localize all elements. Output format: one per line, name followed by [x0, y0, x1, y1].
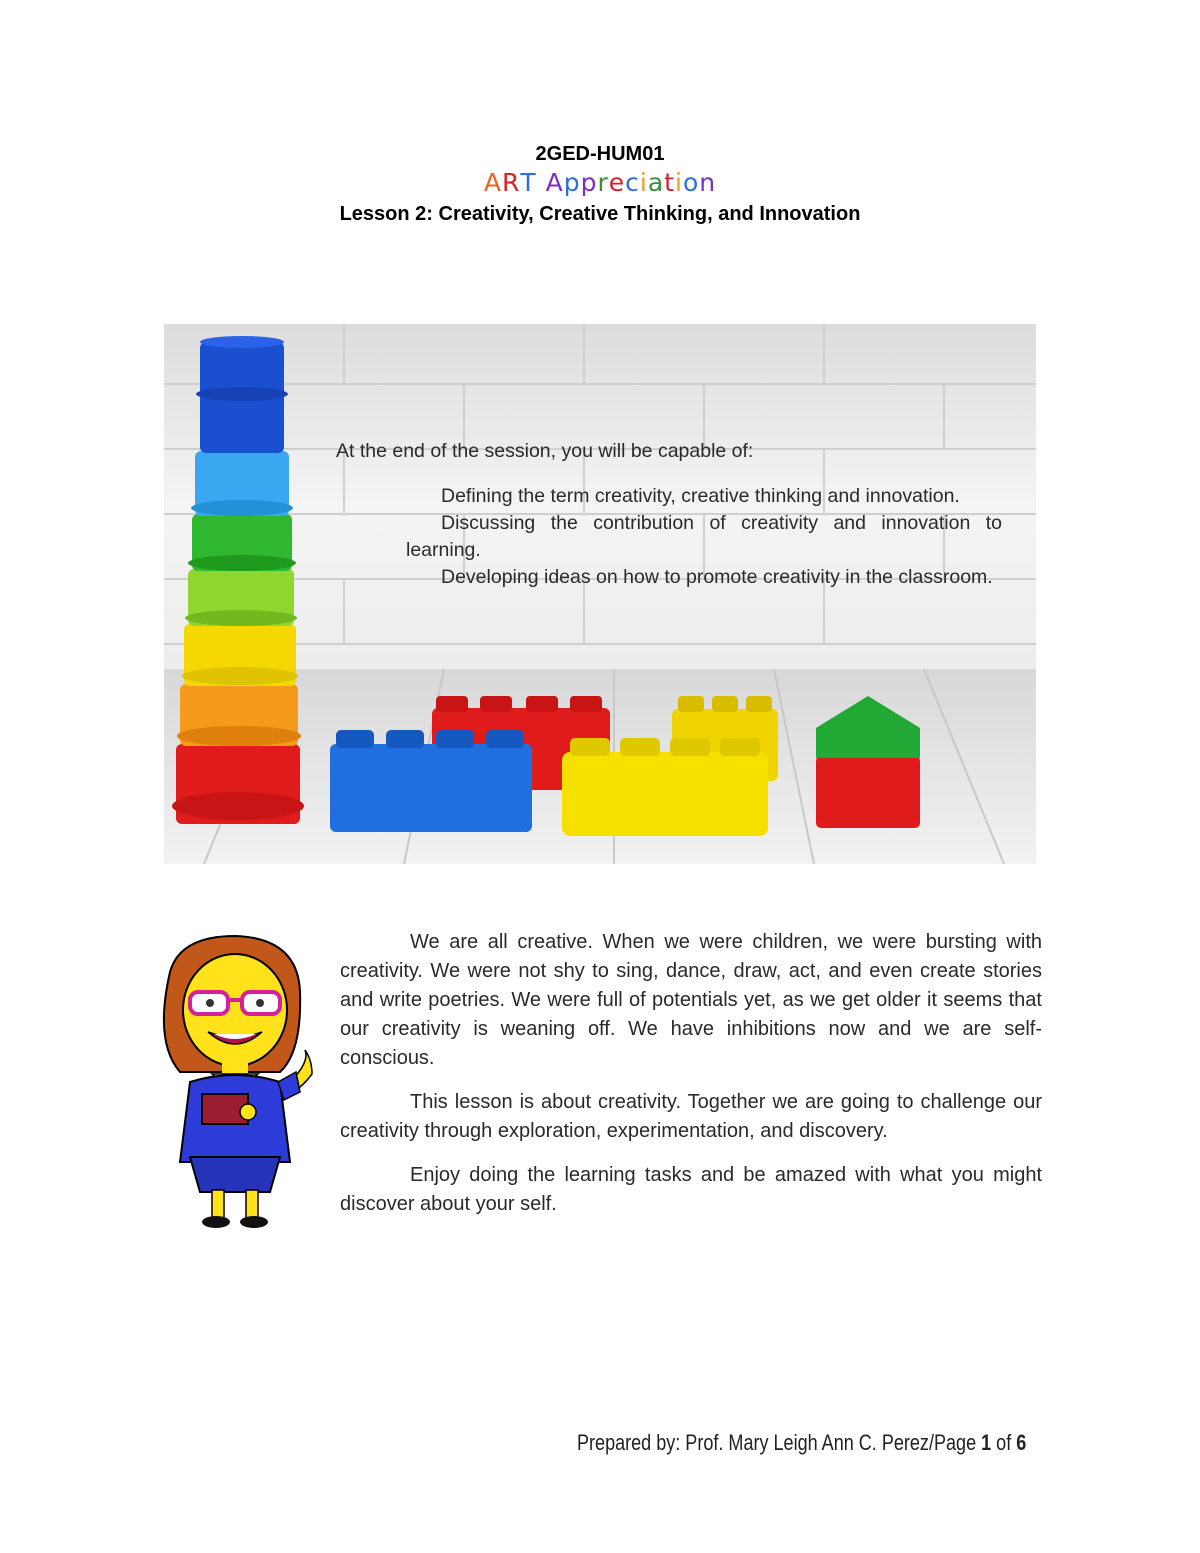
teacher-cartoon — [150, 932, 320, 1232]
page-of-label: of — [991, 1430, 1017, 1455]
subject-title-letter: p — [563, 168, 581, 197]
subject-title-letter: n — [699, 168, 717, 197]
toys-illustration — [164, 324, 1036, 864]
subject-title-letter: a — [647, 168, 665, 197]
objective-item: Discussing the contribution of creativity and innovation to learning. — [406, 512, 1002, 561]
intro-paragraph: This lesson is about creativity. Together we are going to challenge our creativity through exploration, experimentation, and discovery. — [340, 1091, 1042, 1142]
objective-item: Developing ideas on how to promote creativity in the classroom. — [441, 566, 993, 588]
yellow-brick-front — [562, 738, 768, 836]
subject-title-letter: R — [502, 168, 521, 197]
subject-title-letter: i — [639, 168, 648, 197]
subject-title-letter: A — [545, 168, 564, 197]
subject-title-letter: A — [483, 168, 502, 197]
subject-title-letter: o — [682, 168, 700, 197]
subject-title-letter — [537, 168, 546, 197]
prepared-by: Prepared by: Prof. Mary Leigh Ann C. Perez/Page — [577, 1430, 982, 1455]
learning-objectives — [336, 438, 1002, 591]
objectives-intro: At the end of the session, you will be capable of: — [336, 440, 754, 462]
objective-item: Defining the term creativity, creative thinking and innovation. — [441, 485, 960, 507]
subject-title-letter: p — [580, 168, 598, 197]
subject-title-letter: r — [597, 168, 609, 197]
course-code: 2GED-HUM01 — [535, 143, 665, 165]
intro-paragraph: We are all creative. When we were children, we were bursting with creativity. We were not shy to sing, dance, draw, act, and even create stories and write poetries. We were full of potentials yet, as we get older it seems that our creativity is weaning off. We have inhibitions now and we are self-conscious. — [340, 931, 1042, 1069]
lesson-title: Lesson 2: Creativity, Creative Thinking, and Innovation — [339, 203, 861, 225]
intro-paragraph: Enjoy doing the learning tasks and be amazed with what you might discover about your self. — [340, 1164, 1042, 1215]
subject-title-letter: T — [520, 168, 537, 197]
blue-brick — [330, 730, 532, 832]
subject-title-letter: c — [625, 168, 640, 197]
page-footer — [577, 1430, 1026, 1456]
subject-title-letter: t — [664, 168, 675, 197]
page-total: 6 — [1016, 1430, 1027, 1455]
subject-title-letter: i — [674, 168, 683, 197]
hero-image — [164, 324, 1036, 864]
page-current: 1 — [981, 1430, 992, 1455]
lesson-introduction — [340, 928, 1042, 1234]
objectives-list — [406, 483, 1002, 591]
subject-title-letter: e — [608, 168, 626, 197]
subject-title — [0, 168, 1200, 197]
